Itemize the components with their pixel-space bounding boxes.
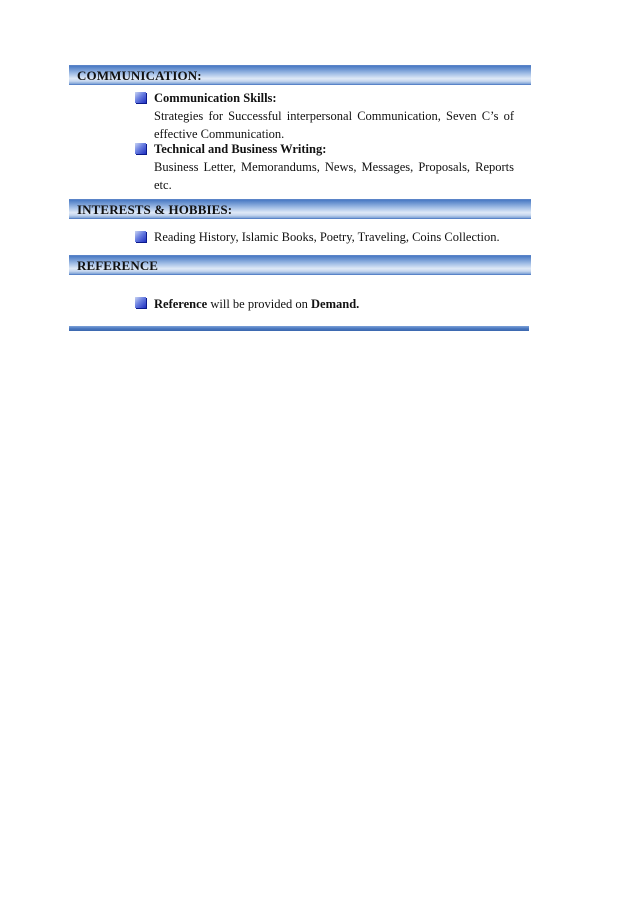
technical-writing-heading: Technical and Business Writing: — [154, 142, 327, 156]
square-bullet-icon — [135, 231, 146, 242]
interests-section-title: INTERESTS & HOBBIES: — [77, 202, 233, 217]
technical-writing-line-2: etc. — [154, 178, 172, 192]
reference-section-title: REFERENCE — [77, 258, 159, 273]
reference-section-header — [69, 255, 531, 275]
communication-skills-heading: Communication Skills: — [154, 91, 277, 105]
reference-bold-end: Demand. — [311, 297, 360, 311]
interests-section-header — [69, 199, 531, 219]
bottom-divider — [69, 326, 529, 331]
communication-skills-line-1: Strategies for Successful interpersonal Communication, Seven C’s of — [154, 109, 514, 123]
reference-text — [154, 296, 359, 313]
square-bullet-icon — [135, 143, 146, 154]
communication-section-title: COMMUNICATION: — [77, 68, 202, 83]
reference-middle-text: will be provided on — [207, 297, 312, 311]
interests-text: Reading History, Islamic Books, Poetry, Traveling, Coins Collection. — [154, 230, 500, 244]
reference-bold-start: Reference — [154, 297, 208, 311]
square-bullet-icon — [135, 92, 146, 103]
communication-section-header — [69, 65, 531, 85]
communication-skills-line-2: effective Communication. — [154, 127, 285, 141]
square-bullet-icon — [135, 297, 146, 308]
technical-writing-line-1: Business Letter, Memorandums, News, Messages, Proposals, Reports — [154, 160, 514, 174]
